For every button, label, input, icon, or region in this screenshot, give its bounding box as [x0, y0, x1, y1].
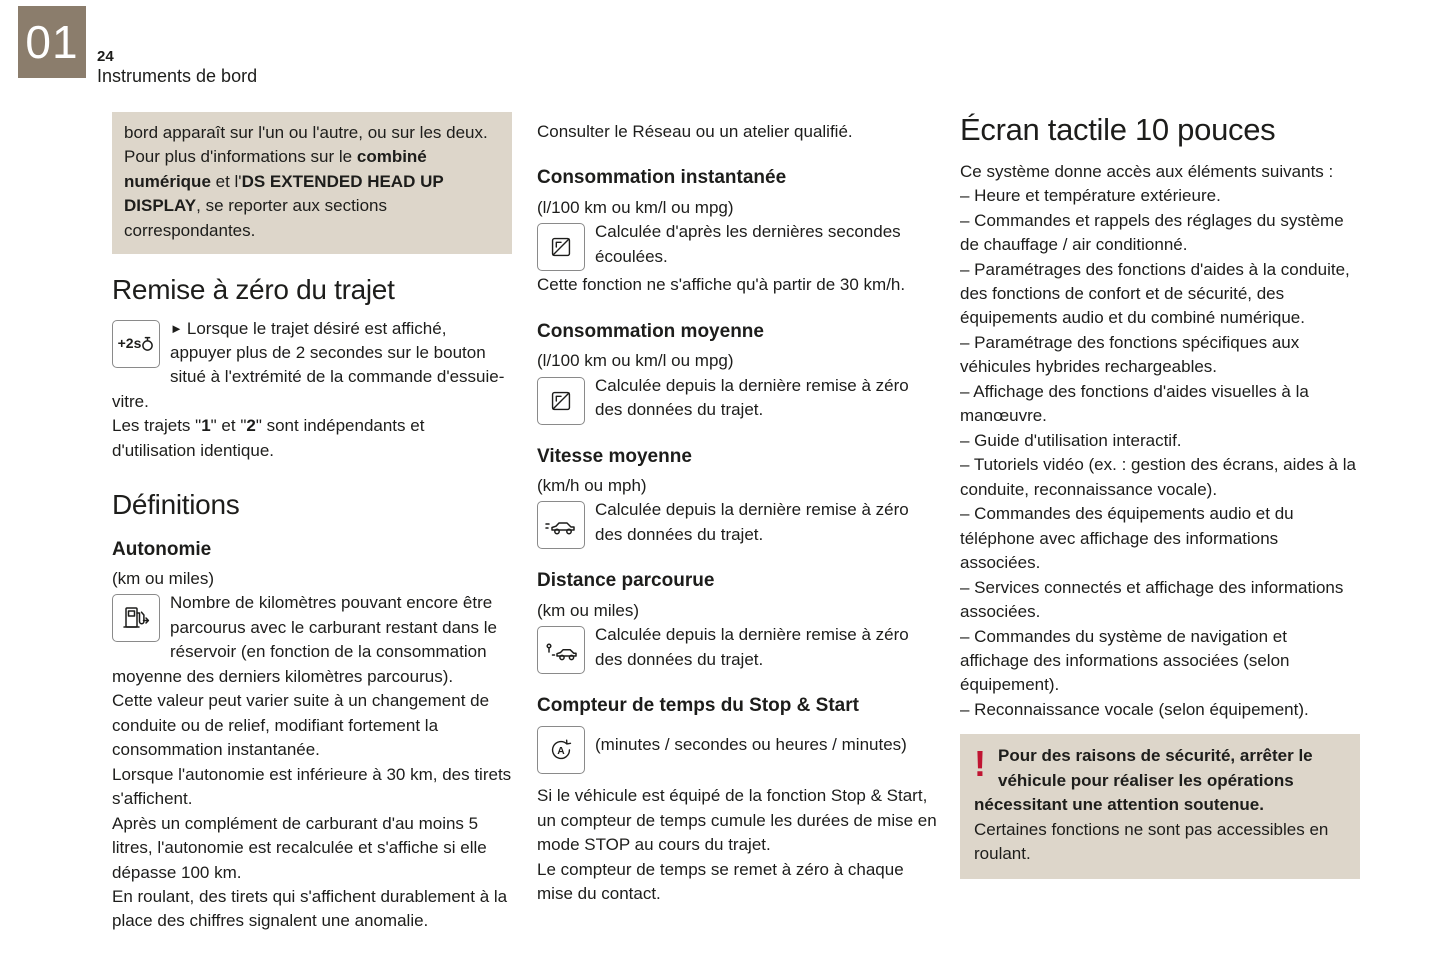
- trip-independent-text: Les trajets "1" et "2" sont indépendants et d'utilisation identique.: [112, 416, 425, 460]
- chapter-number: 01: [18, 6, 86, 78]
- conso-instantanee-units: (l/100 km ou km/l ou mpg): [537, 197, 734, 217]
- heading-autonomie: Autonomie: [112, 538, 212, 560]
- stop-start-p1: Si le véhicule est équipé de la fonction Stop & Start, un compteur de temps cumule les durées de mise en mode STOP au cours du trajet.: [537, 786, 937, 855]
- autonomie-p5: En roulant, des tirets qui s'affichent durablement à la place des chiffres signalent une anomalie.: [112, 886, 508, 931]
- autonomie-p1: Nombre de kilomètres pouvant encore être parcourus avec le carburant restant dans le réservoir (en fonction de la consommation moyenne des derniers kilomètres parcourus).: [112, 593, 497, 686]
- autonomie-p4: Après un complément de carburant d'au moins 5 litres, l'autonomie est recalculée et s'affiche si elle dépasse 100 km.: [112, 813, 487, 882]
- safety-warning-box: [960, 734, 1360, 878]
- trip-reset-text: ► Lorsque le trajet désiré est affiché, appuyer plus de 2 secondes sur le bouton situé à l'extrémité de la commande d'essuie-vitre.: [112, 318, 505, 411]
- heading-stop-start: Compteur de temps du Stop & Start: [537, 695, 859, 717]
- page-number: 24: [97, 48, 114, 65]
- autonomie-units: (km ou miles): [112, 568, 215, 588]
- safety-warning-text: Certaines fonctions ne sont pas accessibles en roulant.: [974, 819, 1329, 864]
- note-box: [112, 112, 512, 254]
- list-item: – Commandes et rappels des réglages du système de chauffage / air conditionné.: [960, 210, 1344, 255]
- conso-instantanee-text: Calculée d'après les dernières secondes écoulées.: [595, 222, 901, 266]
- list-item: – Commandes des équipements audio et du téléphone avec affichage des informations associées.: [960, 504, 1294, 573]
- list-item: – Commandes du système de navigation et affichage des informations associées (selon équipement).: [960, 626, 1290, 695]
- conso-moyenne-units: (l/100 km ou km/l ou mpg): [537, 351, 734, 371]
- conso-moyenne-text: Calculée depuis la dernière remise à zéro des données du trajet.: [595, 375, 909, 420]
- svg-text:A: A: [557, 746, 565, 758]
- fuel-consumption-icon: [537, 223, 585, 271]
- network-note: Consulter le Réseau ou un atelier qualifié.: [537, 122, 853, 141]
- autonomie-block: [112, 591, 512, 934]
- heading-conso-moyenne: Consommation moyenne: [537, 320, 764, 342]
- list-item: – Paramétrages des fonctions d'aides à la conduite, des fonctions de confort et de sécurité, des équipements audio et du combiné numérique.: [960, 259, 1350, 328]
- autonomie-p3: Lorsque l'autonomie est inférieure à 30 km, des tirets s'affichent.: [112, 764, 512, 809]
- heading-definitions: Définitions: [112, 489, 240, 521]
- list-item: – Heure et température extérieure.: [960, 186, 1221, 206]
- heading-touchscreen: Écran tactile 10 pouces: [960, 112, 1276, 147]
- column-right: [960, 112, 1360, 879]
- stopwatch-2s-icon: +2s: [112, 320, 160, 368]
- distance-parcourue-units: (km ou miles): [537, 600, 640, 620]
- conso-instantanee-block: [537, 220, 937, 297]
- list-item: – Services connectés et affichage des informations associées.: [960, 577, 1344, 622]
- heading-distance-parcourue: Distance parcourue: [537, 570, 715, 592]
- pointer-arrow-icon: ►: [170, 320, 183, 336]
- list-item: – Guide d'utilisation interactif.: [960, 430, 1182, 450]
- stop-start-p2: Le compteur de temps se remet à zéro à chaque mise du contact.: [537, 859, 904, 904]
- list-item: – Affichage des fonctions d'aides visuelles à la manœuvre.: [960, 381, 1309, 426]
- stopwatch-glyph: [141, 336, 154, 352]
- heading-trip-reset: Remise à zéro du trajet: [112, 274, 395, 306]
- car-distance-icon: [537, 626, 585, 674]
- vitesse-moyenne-text: Calculée depuis la dernière remise à zéro des données du trajet.: [595, 500, 909, 544]
- note-line-1: bord apparaît sur l'un ou l'autre, ou sur les deux.: [124, 123, 488, 142]
- distance-parcourue-block: [537, 623, 937, 672]
- touchscreen-intro: Ce système donne accès aux éléments suivants :: [960, 161, 1334, 181]
- stop-start-a-icon: [537, 726, 585, 774]
- trip-reset-block: [112, 317, 512, 464]
- conso-instantanee-note: Cette fonction ne s'affiche qu'à partir de 30 km/h.: [537, 275, 906, 295]
- section-title: Instruments de bord: [97, 66, 258, 86]
- column-left: [112, 112, 512, 934]
- heading-vitesse-moyenne: Vitesse moyenne: [537, 445, 692, 467]
- list-item: – Reconnaissance vocale (selon équipement).: [960, 699, 1309, 719]
- fuel-consumption-icon: [537, 377, 585, 425]
- column-middle: [537, 112, 937, 907]
- list-item: – Paramétrage des fonctions spécifiques aux véhicules hybrides rechargeables.: [960, 332, 1300, 377]
- conso-moyenne-block: [537, 374, 937, 423]
- car-speed-icon: [537, 501, 585, 549]
- exclamation-icon: !: [974, 743, 986, 785]
- note-line-2: Pour plus d'informations sur le combiné numérique et l'DS EXTENDED HEAD UP DISPLAY, se reporter aux sections correspondantes.: [124, 147, 444, 240]
- stop-start-block: [537, 723, 937, 906]
- distance-parcourue-text: Calculée depuis la dernière remise à zéro des données du trajet.: [595, 625, 909, 669]
- vitesse-moyenne-units: (km/h ou mph): [537, 475, 647, 495]
- stop-start-units: (minutes / secondes ou heures / minutes): [595, 735, 907, 755]
- autonomie-p2: Cette valeur peut varier suite à un changement de conduite ou de relief, modifiant fortement la consommation instantanée.: [112, 691, 490, 760]
- list-item: – Tutoriels vidéo (ex. : gestion des écrans, aides à la conduite, reconnaissance vocale).: [960, 455, 1356, 499]
- vitesse-moyenne-block: [537, 498, 937, 547]
- safety-warning-bold: ! Pour des raisons de sécurité, arrêter le véhicule pour réaliser les opérations nécessitant une attention soutenue.: [974, 743, 1313, 815]
- fuel-range-icon: [112, 594, 160, 642]
- heading-conso-instantanee: Consommation instantanée: [537, 167, 787, 189]
